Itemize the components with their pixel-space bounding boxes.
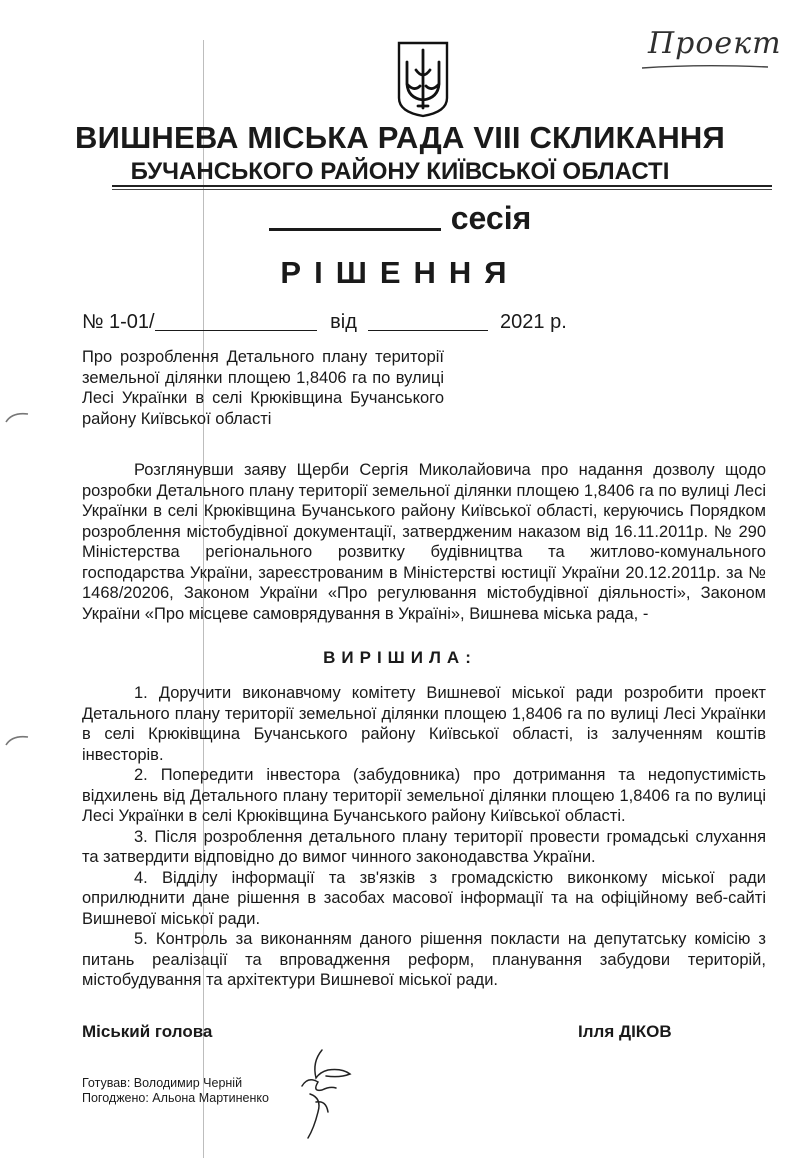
mayor-title: Міський голова	[82, 1022, 213, 1041]
district-name: БУЧАНСЬКОГО РАЙОНУ КИЇВСЬКОЇ ОБЛАСТІ	[130, 158, 670, 185]
handwritten-signature	[282, 1042, 362, 1142]
punch-hole-mark-bottom	[4, 733, 30, 747]
decision-item-1: 1. Доручити виконавчому комітету Вишневої міської ради розробити проект Детального плану території земельної ділянки площею 1,8406 га по вулиці Лесі Українки в селі Крюківщина Бучанського району Київської області, із залученням коштів інвесторів.	[82, 684, 766, 764]
preamble-paragraph: Розглянувши заяву Щерби Сергія Миколайовича про надання дозволу щодо розробки Детального плану території земельної ділянки площею 1,8406 га по вулиці Лесі Українки в селі Крюківщина Бучанського району Київської області, керуючись Порядком розроблення містобудівної документації, затвердженим наказом від 16.11.2011р. № 290 Міністерства регіонального розвитку будівництва та житлово-комунального господарства України, зареєстрованим в Міністерстві юстиції України 20.12.2011р. за № 1468/20206, Законом України «Про регулювання містобудівної діяльності», Законом України «Про місцеве самоврядування в Україні», Вишнева міська рада, -	[82, 461, 766, 623]
header-rule-thin	[112, 189, 772, 190]
date-from-label: від	[330, 311, 357, 333]
punch-hole-mark-top	[4, 410, 30, 424]
decision-number-line	[82, 310, 567, 334]
year-label: 2021 р.	[500, 311, 567, 333]
handwritten-underline	[640, 62, 770, 72]
prepared-by: Готував: Володимир Черній	[82, 1076, 243, 1090]
date-blank	[368, 310, 488, 331]
decision-title: РІШЕННЯ	[280, 255, 520, 290]
resolved-heading: ВИРІШИЛА:	[323, 648, 477, 667]
decision-item-2: 2. Попередити інвестора (забудовника) про дотримання та недопустимість відхилень від Детального плану території земельної ділянки площею 1,8406 га по вулиці Лесі Українки в селі Крюківщина Бучанського району Київської області.	[82, 766, 766, 825]
mayor-name: Ілля ДІКОВ	[578, 1022, 672, 1041]
session-number-blank	[269, 200, 441, 231]
header-rule-thick	[112, 185, 772, 187]
number-prefix: № 1-01/	[82, 311, 155, 333]
session-line	[0, 200, 800, 237]
coat-of-arms-icon	[396, 40, 450, 118]
council-name: ВИШНЕВА МІСЬКА РАДА VIII СКЛИКАННЯ	[75, 120, 725, 155]
decision-item-5: 5. Контроль за виконанням даного рішення покласти на депутатську комісію з питань реалізації та впровадження реформ, планування забудови територій, містобудування та архітектури Вишневої міської ради.	[82, 930, 766, 989]
preamble-block	[82, 460, 766, 624]
handwritten-note: Проект	[648, 26, 782, 61]
number-blank	[155, 310, 317, 331]
session-label: сесія	[450, 200, 532, 236]
decision-items	[82, 683, 766, 991]
decision-item-4: 4. Відділу інформації та зв'язків з громадскістю виконкому міської ради оприлюднити дане рішення в засобах масової інформації та на офіційному веб-сайті Вишневої міської ради.	[82, 868, 766, 928]
agreed-by: Погоджено: Альона Мартиненко	[82, 1091, 269, 1105]
decision-subject: Про розроблення Детального плану території земельної ділянки площею 1,8406 га по вулиці Лесі Українки в селі Крюківщина Бучанського району Київської області	[82, 348, 444, 428]
decision-item-3: 3. Після розроблення детального плану території провести громадські слухання та затвердити відповідно до вимог чинного законодавства України.	[82, 827, 766, 866]
